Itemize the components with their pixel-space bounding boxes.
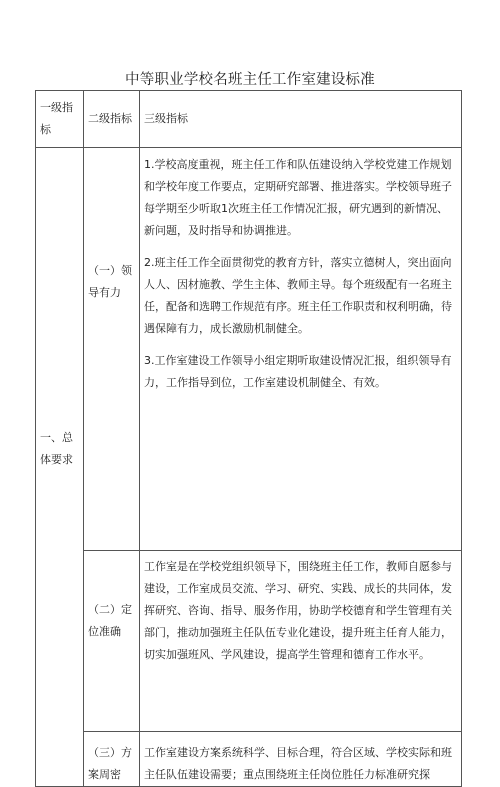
table-header-row xyxy=(36,91,462,148)
level2-cell-plan: （三）方案周密 xyxy=(84,732,140,787)
header-level1: 一级指标 xyxy=(36,91,84,148)
level1-cell: 一、总体要求 xyxy=(36,148,84,787)
level3-cell-positioning: 工作室是在学校党组织领导下，围绕班主任工作，教师自愿参与建设，工作室成员交流、学习、研究、实践、成长的共同体，发挥研究、咨询、指导、服务作用，协助学校德育和学生管理有关部门，推动加强班主任队伍专业化建设，提升班主任育人能力，切实加强班风、学风建设，提高学生管理和德育工作水平。 xyxy=(140,551,462,732)
header-level2: 二级指标 xyxy=(84,91,140,148)
level3-cell-plan: 工作室建设方案系统科学、目标合理，符合区域、学校实际和班主任队伍建设需要；重点围绕班主任岗位胜任力标准研究探 xyxy=(140,732,462,787)
document-title: 中等职业学校名班主任工作室建设标准 xyxy=(125,72,375,88)
level3-item-2: 2.班主任工作全面贯彻党的教育方针，落实立德树人，突出面向人人、因材施教、学生主体、教师主导。每个班级配有一名班主任，配备和选聘工作规范有序。班主任工作职责和权利明确，待遇保障有力，成长激励机制健全。 xyxy=(144,256,452,335)
level3-cell-leadership xyxy=(140,148,462,551)
table-row xyxy=(36,148,462,551)
table-row xyxy=(36,551,462,732)
table-row xyxy=(36,732,462,787)
level2-cell-leadership: （一）领导有力 xyxy=(84,148,140,551)
standards-table xyxy=(35,90,462,787)
level2-cell-positioning: （二）定位准确 xyxy=(84,551,140,732)
level3-item-3: 3.工作室建设工作领导小组定期听取建设情况汇报，组织领导有力，工作指导到位，工作室建设机制健全、有效。 xyxy=(144,354,452,389)
level3-item-1: 1.学校高度重视，班主任工作和队伍建设纳入学校党建工作规划和学校年度工作要点，定期研究部署、推进落实。学校领导班子每学期至少听取1次班主任工作情况汇报，研宄遇到的新情况、新问题，及时指导和协调推进。 xyxy=(144,158,452,237)
header-level3: 三级指标 xyxy=(140,91,462,148)
